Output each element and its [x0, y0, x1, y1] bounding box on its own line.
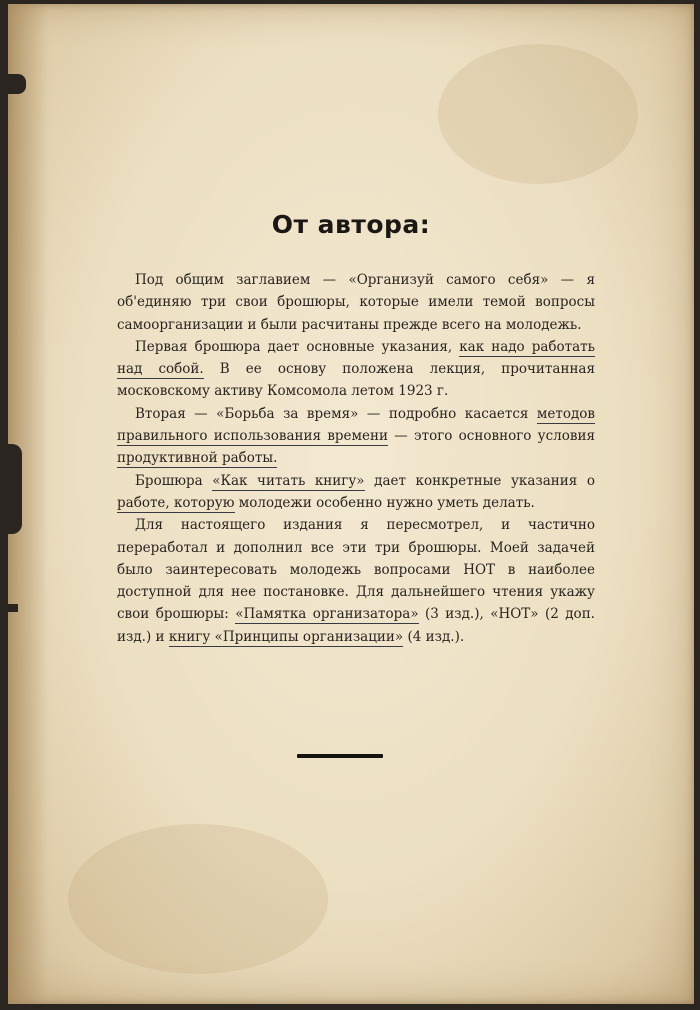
underlined-phrase: методов правильного использования времени	[117, 405, 595, 445]
book-page	[8, 4, 694, 1004]
text-run: дает конкретные указания о	[364, 472, 595, 489]
paragraph-p4	[117, 470, 595, 515]
page-tear	[8, 604, 18, 612]
preface-text	[117, 269, 595, 648]
section-end-rule	[297, 754, 383, 758]
page-tear	[8, 444, 22, 534]
underlined-phrase: как надо работать над собой.	[117, 338, 595, 378]
text-run: молодежи особенно нужно уметь делать.	[234, 494, 535, 511]
underlined-phrase: книгу «Принципы организации»	[168, 628, 404, 645]
underlined-phrase: продуктивной работы.	[117, 450, 278, 467]
text-run: (3 изд.), «НОТ» (2 доп. изд.) и	[117, 606, 595, 645]
page-tear	[8, 74, 26, 94]
text-run: Вторая — «Борьба за время» — подробно касается	[135, 405, 537, 422]
underlined-phrase: работе, которую	[117, 494, 235, 511]
paragraph-p5	[117, 514, 595, 648]
text-run: В ее основу положена лекция, прочитанная московскому активу Комсомола летом 1923 г.	[117, 361, 596, 400]
text-run: (4 изд.).	[403, 628, 465, 645]
text-run: Под общим заглавием — «Организуй самого себя» — я об'единяю три свои брошюры, которые имели темой вопросы самоорганизации и были расчитаны прежде всего на молодежь.	[117, 272, 595, 333]
text-run: Для настоящего издания я пересмотрел, и частично переработал и дополнил все эти три брошюры. Моей задачей было заинтересовать молодежь вопросами НОТ в наиболее доступной для нее постановке. Для дальнейшего чтения укажу свои брошюры:	[117, 517, 595, 623]
underlined-phrase: «Памятка организатора»	[235, 606, 419, 623]
paragraph-p1	[117, 269, 595, 336]
text-run: Брошюра	[135, 472, 213, 489]
underlined-phrase: «Как читать книгу»	[212, 472, 365, 489]
paper-stain	[68, 824, 328, 974]
paper-stain	[438, 44, 638, 184]
page-title: От автора:	[271, 210, 431, 239]
paragraph-p2	[117, 336, 595, 403]
text-run: — этого основного условия	[388, 428, 595, 445]
text-run: Первая брошюра дает основные указания,	[135, 338, 460, 355]
paragraph-p3	[117, 403, 595, 470]
